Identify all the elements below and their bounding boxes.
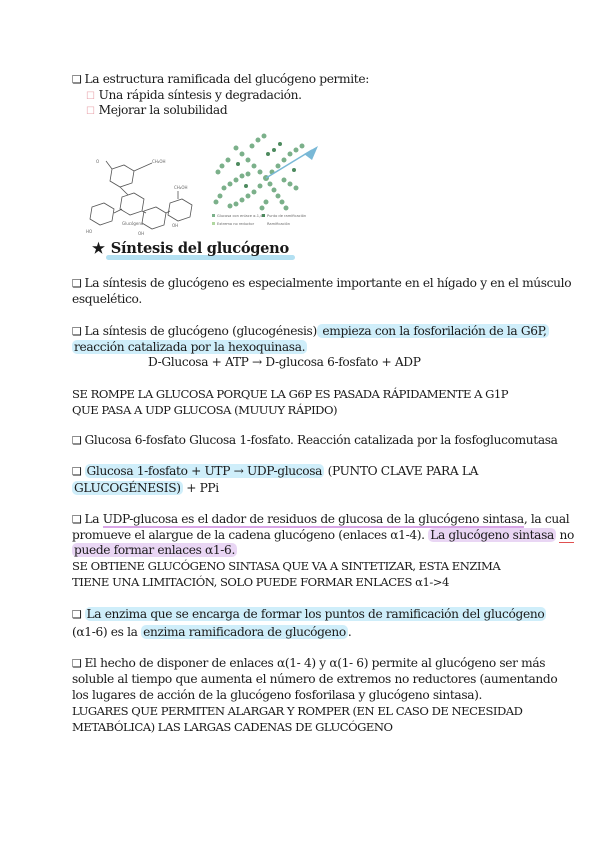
svg-text:HO: HO	[86, 229, 93, 234]
right-figure-caption: Ramificación	[267, 222, 291, 226]
svg-text:CH₂OH: CH₂OH	[152, 159, 166, 164]
p7-line1: ❑ La enzima que se encarga de formar los puntos de ramificación del glucógeno	[72, 607, 545, 621]
pink-checkbox-icon: ☐	[86, 106, 95, 117]
p7-line2: (α1-6) es la enzima ramificadora de glucógeno .	[72, 625, 352, 639]
p6-line1: ❑ La UDP-glucosa es el dador de residuos de glucosa de la glucógeno sintasa, la cual	[72, 512, 570, 526]
p1-line2: esquelético.	[72, 292, 142, 306]
p3-line2: QUE PASA A UDP GLUCOSA (MUUUY RÁPIDO)	[72, 403, 337, 417]
p8-line5: METABÓLICA) LAS LARGAS CADENAS DE GLUCÓGENO	[72, 720, 393, 734]
glycogen-structure-figure	[82, 155, 200, 237]
checkbox-bullet-icon: ❑	[72, 325, 82, 338]
svg-text:Glucosa con enlace α-1,4: Glucosa con enlace α-1,4	[217, 214, 263, 218]
p8-line2: soluble al tiempo que aumenta el número de extremos no reductores (aumentando	[72, 672, 558, 686]
p4-line: ❑ Glucosa 6-fosfato Glucosa 1-fosfato. Reacción catalizada por la fosfoglucomutasa	[72, 433, 558, 447]
checkbox-bullet-icon: ❑	[72, 277, 82, 290]
svg-text:OH: OH	[138, 231, 145, 236]
svg-text:Extremo no reductor: Extremo no reductor	[217, 222, 255, 226]
p6-line3: puede formar enlaces α1-6.	[74, 543, 235, 557]
p3-line1: SE ROMPE LA GLUCOSA PORQUE LA G6P ES PASADA RÁPIDAMENTE A G1P	[72, 387, 509, 401]
pink-checkbox-icon: ☐	[86, 91, 95, 102]
svg-text:OH: OH	[172, 223, 179, 228]
p6-line4: SE OBTIENE GLUCÓGENO SINTASA QUE VA A SINTETIZAR, ESTA ENZIMA	[72, 559, 501, 573]
p6-line5: TIENE UNA LIMITACIÓN, SOLO PUEDE FORMAR ENLACES α1->4	[72, 575, 449, 589]
svg-text:O: O	[96, 159, 100, 164]
p1-line1: ❑ La síntesis de glucógeno es especialmente importante en el hígado y en el músculo	[72, 276, 572, 290]
p8-line3: los lugares de acción de la glucógeno fosforilasa y glucógeno sintasa).	[72, 688, 483, 702]
checkbox-bullet-icon: ❑	[72, 608, 82, 621]
checkbox-bullet-icon: ❑	[72, 465, 82, 478]
svg-text:Punto de ramificación: Punto de ramificación	[267, 214, 307, 218]
p5-line1: ❑ Glucosa 1-fosfato + UTP → UDP-glucosa (PUNTO CLAVE PARA LA	[72, 464, 479, 478]
p8-line4: LUGARES QUE PERMITEN ALARGAR Y ROMPER (EN EL CASO DE NECESIDAD	[72, 704, 523, 718]
checkbox-bullet-icon: ❑	[72, 513, 82, 526]
p6-line2: promueve el alargue de la cadena glucógeno (enlaces α1-4). La glucógeno sintasa no	[72, 528, 574, 542]
left-figure-caption: Glucógeno	[122, 221, 144, 226]
section-heading: ★ Síntesis del glucógeno	[92, 240, 289, 257]
svg-text:CH₂OH: CH₂OH	[174, 185, 188, 190]
p8-line1: ❑ El hecho de disponer de enlaces α(1- 4) y α(1- 6) permite al glucógeno ser más	[72, 656, 546, 670]
p5-line2: GLUCOGÉNESIS) + PPi	[74, 481, 219, 495]
p2-line2: reacción catalizada por la hexoquinasa.	[74, 340, 306, 354]
intro-subitem-2: ☐ Mejorar la solubilidad	[86, 103, 228, 117]
checkbox-bullet-icon: ❑	[72, 73, 82, 86]
p2-reaction: D-Glucosa + ATP → D-glucosa 6-fosfato + ADP	[148, 355, 421, 369]
checkbox-bullet-icon: ❑	[72, 434, 82, 447]
glycogen-branching-figure	[208, 130, 324, 238]
star-icon: ★	[92, 240, 105, 257]
intro-subitem-1: ☐ Una rápida síntesis y degradación.	[86, 88, 302, 102]
checkbox-bullet-icon: ❑	[72, 657, 82, 670]
p2-line1: ❑ La síntesis de glucógeno (glucogénesis) empieza con la fosforilación de la G6P,	[72, 324, 547, 338]
intro-bullet: ❑ La estructura ramificada del glucógeno permite:	[72, 72, 369, 86]
